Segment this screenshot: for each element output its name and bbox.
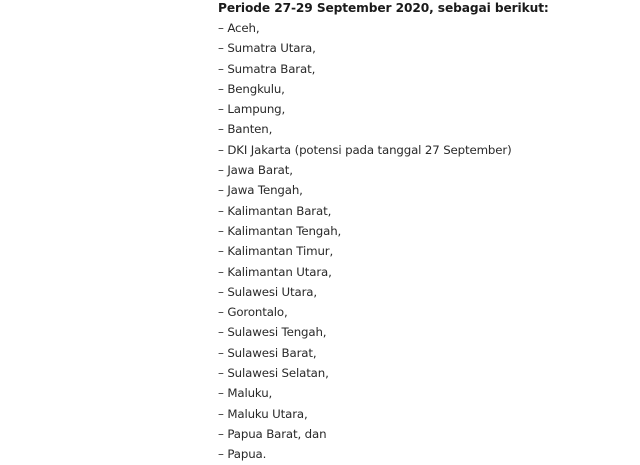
province-list (218, 18, 628, 465)
list-item: – Sumatra Barat, (218, 61, 316, 76)
list-item: – Lampung, (218, 102, 286, 117)
list-item: – Sulawesi Barat, (218, 345, 317, 360)
list-item: – Bengkulu, (218, 81, 285, 96)
list-item: – Sulawesi Tengah, (218, 325, 327, 340)
list-item: – Banten, (218, 122, 273, 137)
list-item: – Papua. (218, 447, 267, 462)
list-item: – Sumatra Utara, (218, 41, 316, 56)
list-item: – Kalimantan Barat, (218, 203, 332, 218)
list-item: – Kalimantan Tengah, (218, 223, 342, 238)
list-item: – Jawa Tengah, (218, 183, 303, 198)
list-item: – Kalimantan Utara, (218, 264, 332, 279)
list-item: – Maluku, (218, 386, 273, 401)
list-item: – Papua Barat, dan (218, 426, 327, 441)
list-item: – Maluku Utara, (218, 406, 308, 421)
section-heading: Periode 27-29 September 2020, sebagai berikut: (218, 1, 549, 15)
list-item: – Aceh, (218, 21, 260, 35)
list-item: – DKI Jakarta (potensi pada tanggal 27 September) (218, 142, 512, 157)
list-item: – Sulawesi Selatan, (218, 366, 329, 381)
list-item: – Sulawesi Utara, (218, 284, 317, 299)
list-item: – Jawa Barat, (218, 163, 293, 178)
list-item: – Gorontalo, (218, 305, 288, 320)
list-item: – Kalimantan Timur, (218, 244, 334, 259)
article-content (218, 0, 628, 465)
